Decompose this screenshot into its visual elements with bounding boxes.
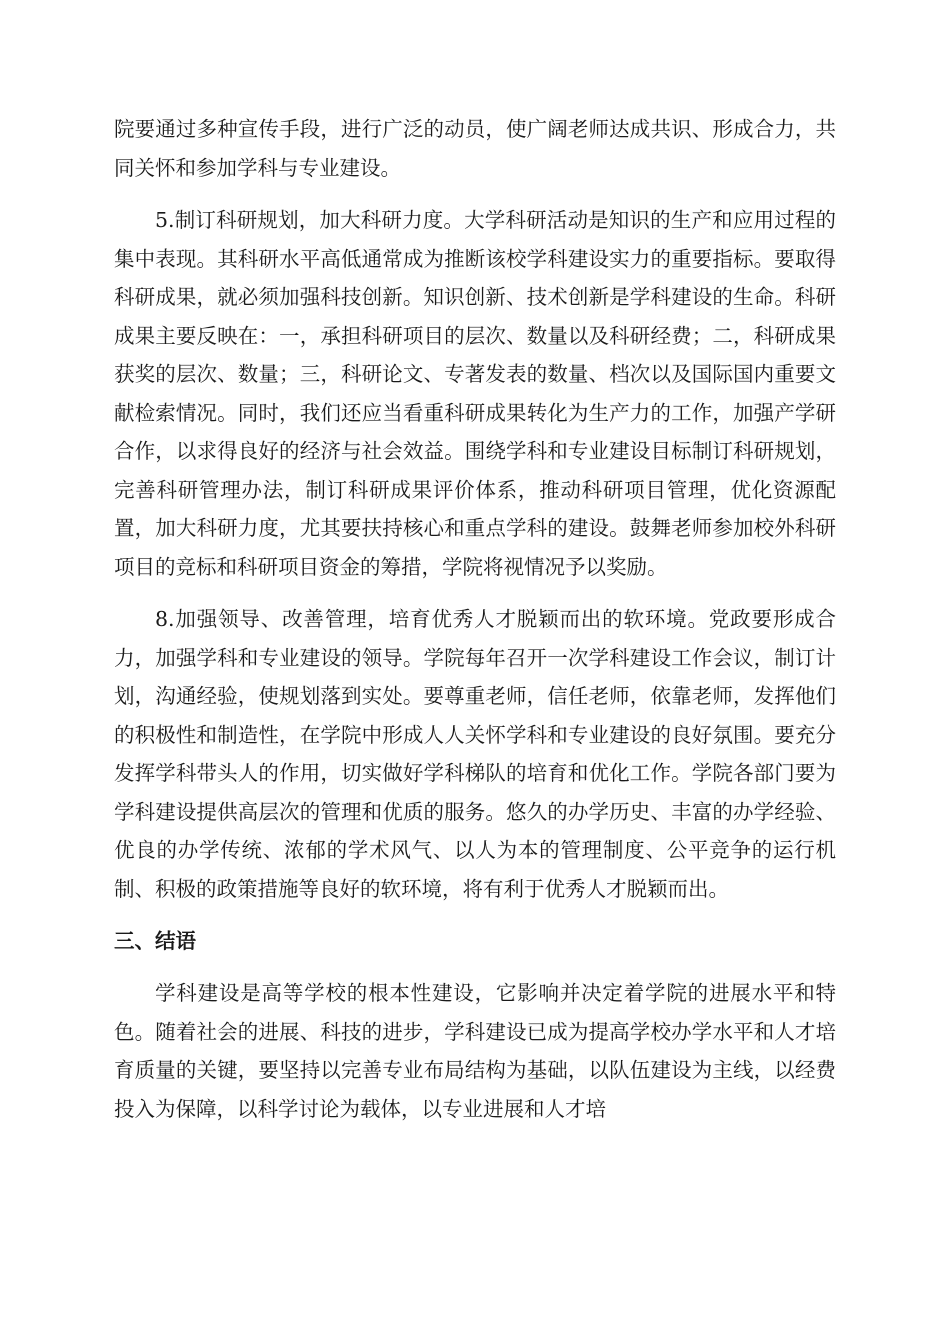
paragraph-research-planning: 5.制订科研规划，加大科研力度。大学科研活动是知识的生产和应用过程的集中表现。其科研水平高低通常成为推断该校学科建设实力的重要指标。要取得科研成果，就必须加强科技创新。知识创新、技术创新是学科建设的生命。科研成果主要反映在：一，承担科研项目的层次、数量以及科研经费；二，科研成果获奖的层次、数量；三，科研论文、专著发表的数量、档次以及国际国内重要文献检索情况。同时，我们还应当看重科研成果转化为生产力的工作，加强产学研合作，以求得良好的经济与社会效益。围绕学科和专业建设目标制订科研规划，完善科研管理办法，制订科研成果评价体系，推动科研项目管理，优化资源配置，加大科研力度，尤其要扶持核心和重点学科的建设。鼓舞老师参加校外科研项目的竞标和科研项目资金的筹措，学院将视情况予以奖励。 <box>114 208 836 579</box>
paragraph-leadership-management: 8.加强领导、改善管理，培育优秀人才脱颖而出的软环境。党政要形成合力，加强学科和专业建设的领导。学院每年召开一次学科建设工作会议，制订计划，沟通经验，使规划落到实处。要尊重老师，信任老师，依靠老师，发挥他们的积极性和制造性，在学院中形成人人关怀学科和专业建设的良好氛围。要充分发挥学科带头人的作用，切实做好学科梯队的培育和优化工作。学院各部门要为学科建设提供高层次的管理和优质的服务。悠久的办学历史、丰富的办学经验、优良的办学传统、浓郁的学术风气、以人为本的管理制度、公平竞争的运行机制、积极的政策措施等良好的软环境，将有利于优秀人才脱颖而出。 <box>114 607 836 901</box>
paragraph-gap <box>114 586 836 600</box>
paragraph-gap <box>114 187 836 201</box>
section-heading-conclusion: 三、结语 <box>114 929 196 953</box>
paragraph-gap <box>114 960 836 974</box>
document-page <box>114 110 836 1128</box>
paragraph-continuation: 院要通过多种宣传手段，进行广泛的动员，使广阔老师达成共识、形成合力，共同关怀和参加学科与专业建设。 <box>114 117 836 180</box>
paragraph-conclusion: 学科建设是高等学校的根本性建设，它影响并决定着学院的进展水平和特色。随着社会的进展、科技的进步，学科建设已成为提高学校办学水平和人才培育质量的关键，要坚持以完善专业布局结构为基础，以队伍建设为主线，以经费投入为保障，以科学讨论为载体，以专业进展和人才培 <box>114 981 836 1121</box>
paragraph-gap <box>114 908 836 922</box>
